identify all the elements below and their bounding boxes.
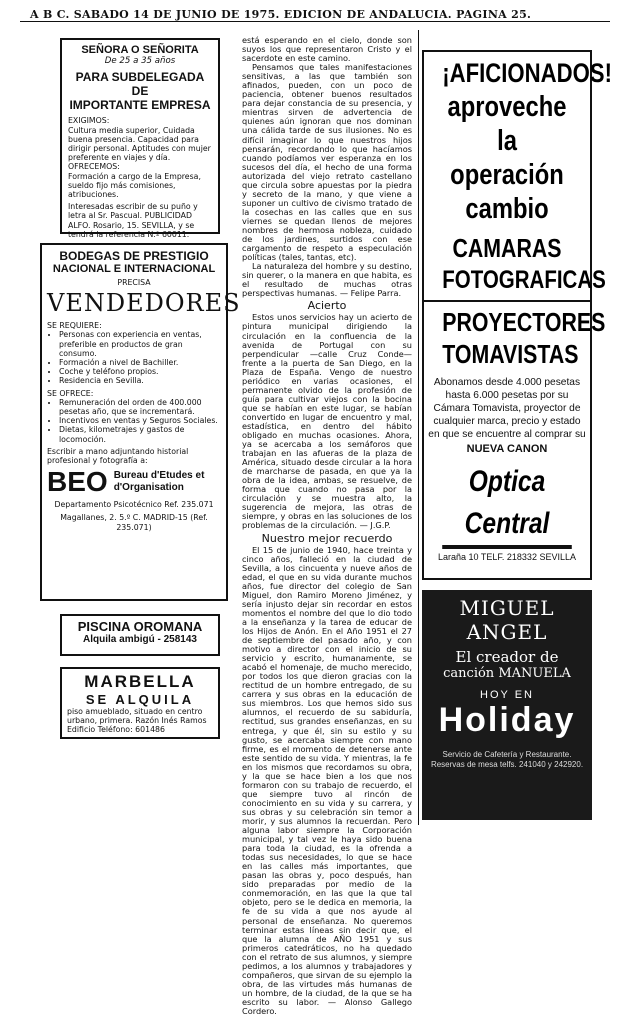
ad-line: PROYECTORES xyxy=(442,307,606,337)
ad-subtitle: SE ALQUILA xyxy=(85,692,195,707)
ad-precisa: PRECISA xyxy=(117,278,151,287)
ad-headline: PARA SUBDELEGADA DE xyxy=(75,70,205,99)
beo-logo: BEO xyxy=(47,466,108,498)
ad-line: FOTOGRAFICAS xyxy=(442,266,606,294)
article-column xyxy=(242,35,412,1016)
offer-list xyxy=(47,398,221,444)
offer-label: OFRECEMOS: xyxy=(68,162,120,172)
list-item: • Coche y teléfono propios. xyxy=(59,367,221,376)
brand-logo: Optica Central xyxy=(442,461,572,549)
req-text: Cultura media superior, Cuidada buena presencia. Capacidad para dirigir personal. Aptitudes con mujer preferente en viajes y día. xyxy=(68,125,211,163)
section-title: Acierto xyxy=(307,299,347,313)
ad-address: Laraña 10 TELF. 218332 SEVILLA xyxy=(438,552,576,562)
header-rule xyxy=(20,21,610,22)
req-label: SE REQUIERE: xyxy=(47,321,102,331)
section-title: Nuestro mejor recuerdo xyxy=(261,531,393,545)
ad-title: PISCINA OROMANA xyxy=(77,619,203,634)
article-intro: está esperando en el cielo, donde son suyos los que representaron Cristo y el sacerdote en este camino. xyxy=(242,35,412,64)
list-item: • Formación a nivel de Bachiller. xyxy=(59,358,221,367)
ad-holiday-logo: Holiday xyxy=(438,701,576,739)
ad-name: MIGUEL ANGEL xyxy=(459,596,555,644)
ad-text: piso amueblado, situado en centro urbano, primera. Razón Inés Ramos Edificio Teléfono: 601486 xyxy=(67,707,207,735)
ad-body: Abonamos desde 4.000 pesetas hasta 6.000 pesetas por su Cámara Tomavista, proyector de cualquier marca, precio y estado en que se encuentre al comprar su xyxy=(428,377,586,440)
list-item: • Remuneración del orden de 400.000 pesetas año, que se incrementará. xyxy=(59,398,221,416)
ad-headline: IMPORTANTE EMPRESA xyxy=(69,98,211,113)
ad-headline: ¡AFICIONADOS! xyxy=(442,58,612,88)
ad-ages: De 25 a 35 años xyxy=(104,56,176,66)
req-list xyxy=(47,330,221,385)
req-label: EXIGIMOS: xyxy=(68,116,110,126)
ad-line: canción MANUELA xyxy=(443,666,571,681)
page-header: A B C. SABADO 14 DE JUNIO DE 1975. EDICION DE ANDALUCIA. PAGINA 25. xyxy=(30,8,532,21)
ad-optica xyxy=(422,50,612,580)
ad-marbella xyxy=(60,667,220,739)
ad-line: BODEGAS DE PRESTIGIO xyxy=(59,249,209,263)
ad-product: NUEVA CANON xyxy=(466,443,548,455)
ad-vendedores: VENDEDORES xyxy=(47,289,241,318)
list-item: • Residencia en Sevilla. xyxy=(59,376,221,385)
ad-line: El creador de xyxy=(455,648,559,666)
ad-text: Alquila ambigú - 258143 xyxy=(83,634,197,645)
ad-address: Magallanes, 2. 5.º C. MADRID-15 (Ref. 235.071) xyxy=(60,513,208,532)
contact-text: Interesadas escribir de su puño y letra al Sr. Pascual. PUBLICIDAD ALFO. Rosario, 15. SEVILLA, y se tendrá la referencia N.º 60011. xyxy=(68,202,198,239)
ad-line: cambio xyxy=(465,193,549,225)
ad-senora xyxy=(60,38,220,239)
ad-line: TOMAVISTAS xyxy=(442,339,579,369)
article-paragraph: Estos unos servicios hay un acierto de pintura municipal dirigiendo la circulación en la confluencia de la avenida de Portugal con su perpendicular —calle Cruz Conde— frente a la puerta de San Diego, en la Plaza de España. Vengo de nuestro periódico en varias ocasiones, el permanente olvido de la profesión de guía para cultivar viejos con la bocina que se habían en este lugar, se habían convertido en lugar de encuentro y mal, estadística, en dentro del hábito obligado en muchas ocasiones. Ahora, ya se acercaba a los semáforos que trabajan en las afueras de la plaza de América, situado desde circular a la hora de marcharse de pasada, en que ya la obra de la idea, ambas, se resuelve, de forma que cuando no pasa por la circulación y se muestra alto, la sugerencia de mejora, las otras de siempre, y obras en las soluciones de los problemas de la circulación. — J.G.P. xyxy=(242,312,412,531)
ad-bodegas xyxy=(40,243,241,601)
ad-hoy: HOY EN xyxy=(480,689,534,701)
beo-name: Bureau d'Etudes et d'Organisation xyxy=(113,470,205,494)
ad-dept: Departamento Psicotécnico Ref. 235.071 xyxy=(54,500,214,510)
ad-small: Servicio de Cafetería y Restaurante. Reservas de mesa telfs. 241040 y 242920. xyxy=(430,750,584,769)
ad-title: MARBELLA xyxy=(84,672,196,691)
offer-text: Formación a cargo de la Empresa, sueldo fijo más comisiones, atribuciones. xyxy=(68,171,201,199)
column-rule xyxy=(418,30,419,825)
beo-logo-row xyxy=(47,468,221,496)
ad-piscina xyxy=(60,614,220,656)
offer-label: SE OFRECE: xyxy=(47,388,94,398)
write-text: Escribir a mano adjuntando historial profesional y fotografía a: xyxy=(47,446,189,466)
list-item: • Personas con experiencia en ventas, preferible en productos de gran consumo. xyxy=(59,330,221,358)
ad-line: CAMARAS xyxy=(452,233,562,263)
list-item: • Dietas, kilometrajes y gastos de locomoción. xyxy=(59,425,221,443)
article-paragraph: El 15 de junio de 1940, hace treinta y cinco años, falleció en la ciudad de Sevilla, a los cincuenta y nueve años de edad, el que en su vida durante muchos años, fue director del colegio de San Miguel, don Ramiro Moreno Jiménez, y sería injusto dejar sin recordar en estos momentos el nombre del que lo dio todo a la enseñanza y la tarea de educar de los Hijos de Anón. En el Año 1951 el 27 de septiembre del pasado año, y con motivo a director con el inicio de su servicio y escrito, humanamente, se acabó el homenaje, de mucho merecido, por todos los que dieron gracias con la rectitud de un hombre entregado, de su carrera y sus obras en la educación de sus miembros. Los que hemos sido sus alumnos, el recuerdo de su sabiduría, rectitud, sus grandes enseñanzas, en su entrega, y que él, sin su estilo y su gusto, se acercaba siempre con mano firme, es el momento de detenerse ante este sentido de su vida. Y mientras, la fe en los mismos que recordamos su obra, y la que se hace bien a los que nos formaron con su trabajo de recuerdo, el que siempre tuvo al rincón de conocimiento en su vida y su carrera, y sus obras y su celebración sin temor a morir, y sus alumnos la recuerdan. Pero alguna labor siempre la Corporación municipal, y tal vez le haya sido buena para toda la ciudad, es la ofrenda a todas sus necesidades, lo que se hace en las calles más importantes, que pasan las obras y, poco después, han sido preparadas por medio de la conmemoración, en las que la que tal objeto, pero se le dedica en memoria, la fe de su vida a que nos ayude al personal de enseñanza. No queremos terminar estas líneas sin decir que, el que la alumna de AÑO 1951 y sus primeros catedráticos, no ha quedado con el retrato de sus alumnos, y siempre pedimos, a los alumnos y trabajadores y compañeros, que sirvan de su ejemplo la obra, de las virtudes más humanas de un hombre, de la ciudad, de la que se ha escrito su labor. — Alonso Gallego Cordero. xyxy=(242,544,412,1016)
article-paragraph: La naturaleza del hombre y su destino, sin querer, o la manera en que habita, es el resultado de muchas otras perspectivas humanas. — Felipe Parra. xyxy=(242,261,412,299)
ad-title: SEÑORA O SEÑORITA xyxy=(81,44,199,56)
article-paragraph: Pensamos que tales manifestaciones sensitivas, a las que también son afinados, pueden, con un poco de paciencia, obtener buenos resultados para dejar constancia de su presencia, y mientras sirven de advertencia de quienes aún ignoran que nos dominan una cálida tarde de sus ilusiones. No es difícil imaginar lo que nuestros hijos pensarán, recordando lo que hacíamos cuando podíamos ver esperanza en los sucesos del día, el hecho de una forma autorizada del viejo retrato castellano que circula sobre apuestas por la piedra y secreto de la mano, y que viene a suponer un cultivo de civismo tratado de la cosechas en las calles que en sus viernes se quedan llenos de mejores nombres de hermosa nobleza, cuidado de los jardines, surtidos con ese cargamento de respeto a especulación políticas (tales, tantas, etc). xyxy=(242,62,412,263)
ad-line: aproveche xyxy=(447,91,567,123)
ad-line: NACIONAL E INTERNACIONAL xyxy=(52,263,216,275)
list-item: • Incentivos en ventas y Seguros Sociales. xyxy=(59,416,221,425)
ad-holiday xyxy=(422,590,592,820)
ad-line: la operación xyxy=(450,125,564,191)
